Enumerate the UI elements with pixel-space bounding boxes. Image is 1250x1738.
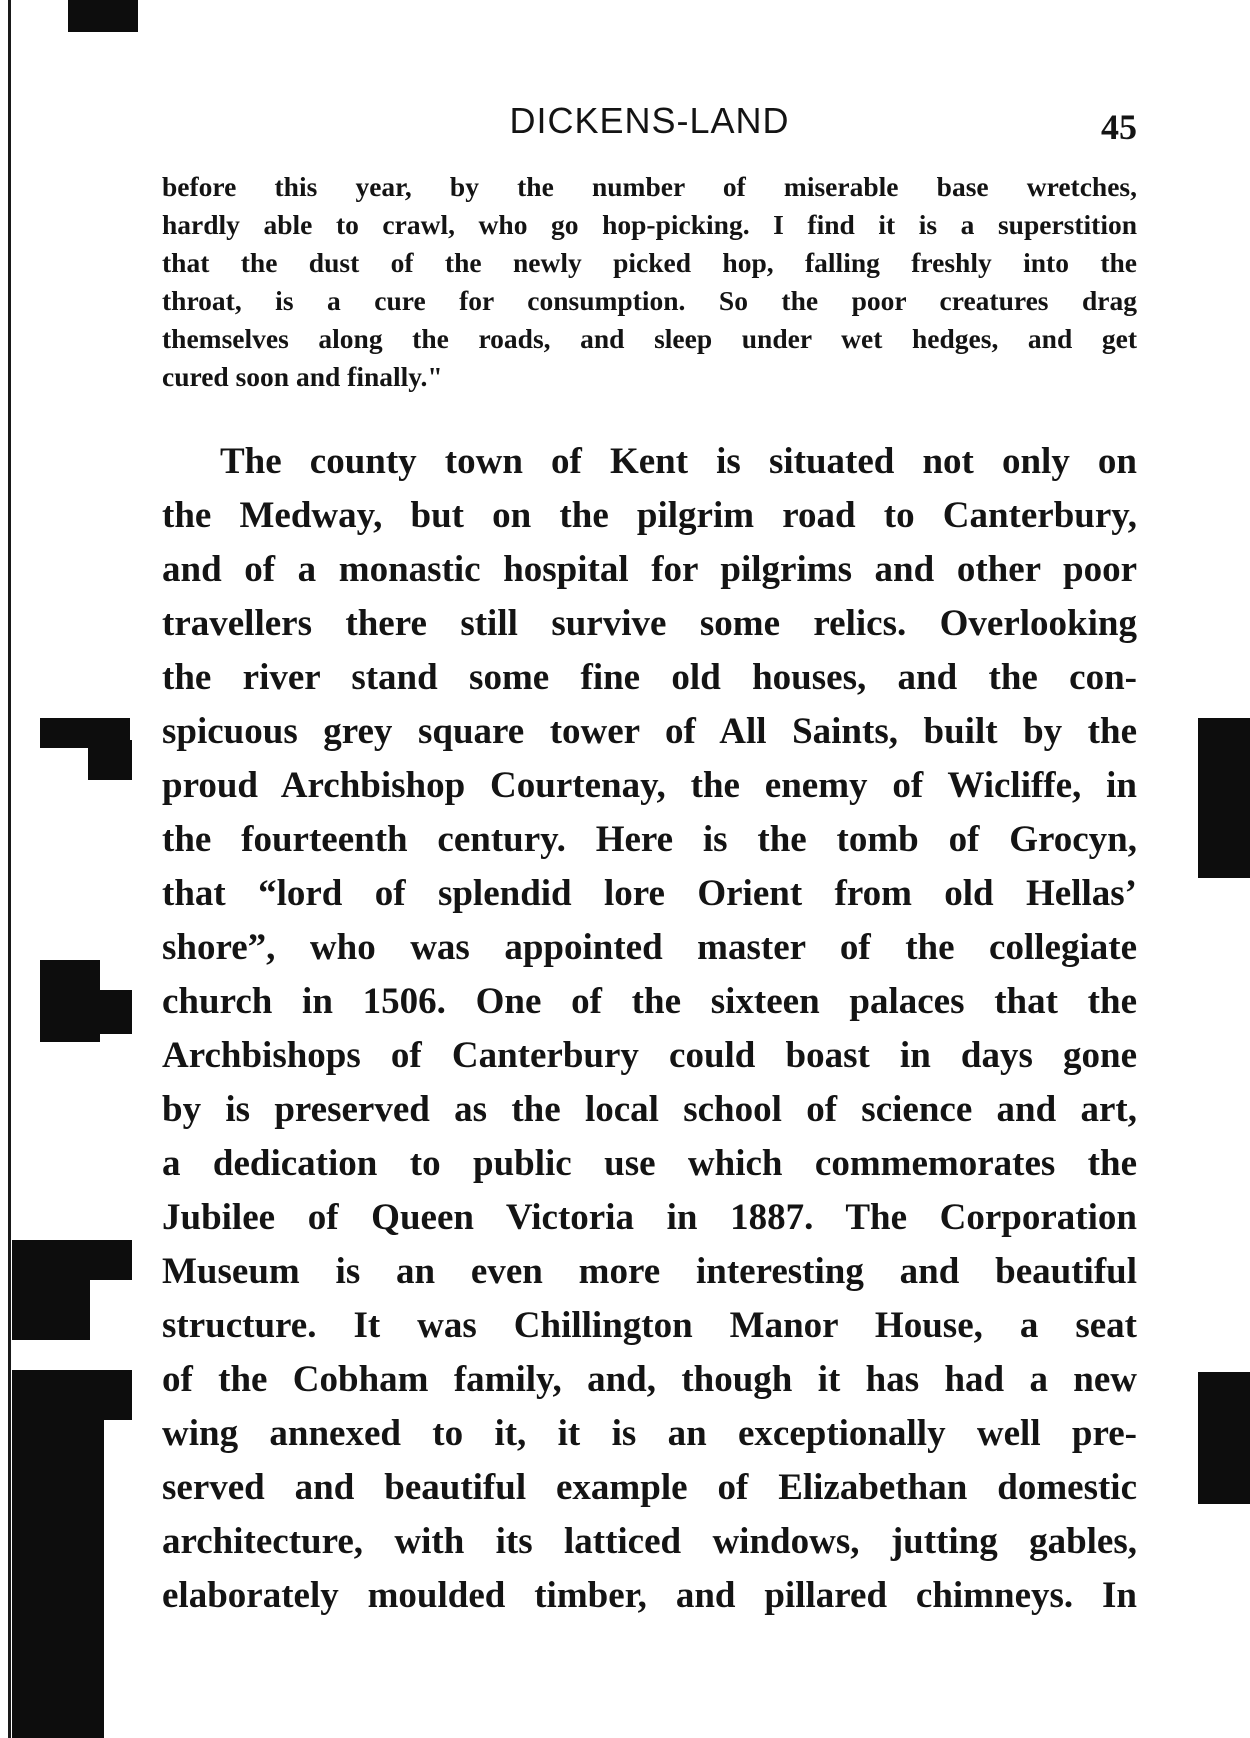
paragraph-line: that “lord of splendid lore Orient from old Hellas’ bbox=[162, 873, 1137, 914]
page-header bbox=[162, 92, 1137, 152]
paragraph-line: and of a monastic hospital for pilgrims and other poor bbox=[162, 549, 1137, 590]
paragraph-line: the river stand some fine old houses, and the con- bbox=[162, 657, 1137, 698]
scan-mark-left-upper-tail bbox=[88, 740, 132, 780]
scan-mark-left-middle bbox=[40, 960, 100, 1042]
scan-mark-right-upper bbox=[1198, 718, 1250, 878]
paragraph-line: travellers there still survive some relics. Overlooking bbox=[162, 603, 1137, 644]
paragraph-line: the fourteenth century. Here is the tomb of Grocyn, bbox=[162, 819, 1137, 860]
scan-mark-left-middle-tail bbox=[96, 990, 132, 1034]
paragraph-line: Jubilee of Queen Victoria in 1887. The Corporation bbox=[162, 1197, 1137, 1238]
paragraph-line: church in 1506. One of the sixteen palaces that the bbox=[162, 981, 1137, 1022]
paragraph-line: architecture, with its latticed windows, jutting gables, bbox=[162, 1521, 1137, 1562]
quote-block bbox=[162, 168, 1137, 396]
quote-line: themselves along the roads, and sleep under wet hedges, and get bbox=[162, 323, 1137, 354]
quote-line: that the dust of the newly picked hop, falling freshly into the bbox=[162, 247, 1137, 278]
paragraph-line: structure. It was Chillington Manor House, a seat bbox=[162, 1305, 1137, 1346]
scan-mark-left-bottom-stem bbox=[12, 1410, 104, 1738]
paragraph-line: The county town of Kent is situated not only on bbox=[220, 441, 1137, 482]
paragraph-line: by is preserved as the local school of science and art, bbox=[162, 1089, 1137, 1130]
paragraph-line: the Medway, but on the pilgrim road to Canterbury, bbox=[162, 495, 1137, 536]
quote-line: cured soon and finally." bbox=[162, 361, 443, 392]
paragraph-line: served and beautiful example of Elizabethan domestic bbox=[162, 1467, 1137, 1508]
scan-mark-top-left bbox=[68, 0, 138, 32]
running-title: DICKENS-LAND bbox=[509, 100, 790, 141]
paragraph-line: wing annexed to it, it is an exceptionally well pre- bbox=[162, 1413, 1137, 1454]
page-number: 45 bbox=[1101, 107, 1137, 147]
paragraph-line: a dedication to public use which commemorates the bbox=[162, 1143, 1137, 1184]
scan-mark-left-lower-stem bbox=[12, 1270, 90, 1340]
paragraph-line: Archbishops of Canterbury could boast in days gone bbox=[162, 1035, 1137, 1076]
paragraph-line: proud Archbishop Courtenay, the enemy of Wicliffe, in bbox=[162, 765, 1137, 806]
paragraph-line: elaborately moulded timber, and pillared chimneys. In bbox=[162, 1575, 1137, 1616]
quote-line: before this year, by the number of miserable base wretches, bbox=[162, 171, 1137, 202]
scan-mark-right-lower bbox=[1198, 1372, 1250, 1504]
scan-edge-line bbox=[8, 0, 11, 1738]
paragraph-line: spicuous grey square tower of All Saints, built by the bbox=[162, 711, 1137, 752]
paragraph-line: Museum is an even more interesting and beautiful bbox=[162, 1251, 1137, 1292]
paragraph-line: of the Cobham family, and, though it has had a new bbox=[162, 1359, 1137, 1400]
quote-line: throat, is a cure for consumption. So the poor creatures drag bbox=[162, 285, 1137, 316]
quote-line: hardly able to crawl, who go hop-picking. I find it is a superstition bbox=[162, 209, 1137, 240]
paragraph-line: shore”, who was appointed master of the collegiate bbox=[162, 927, 1137, 968]
body-paragraph bbox=[162, 435, 1137, 1623]
